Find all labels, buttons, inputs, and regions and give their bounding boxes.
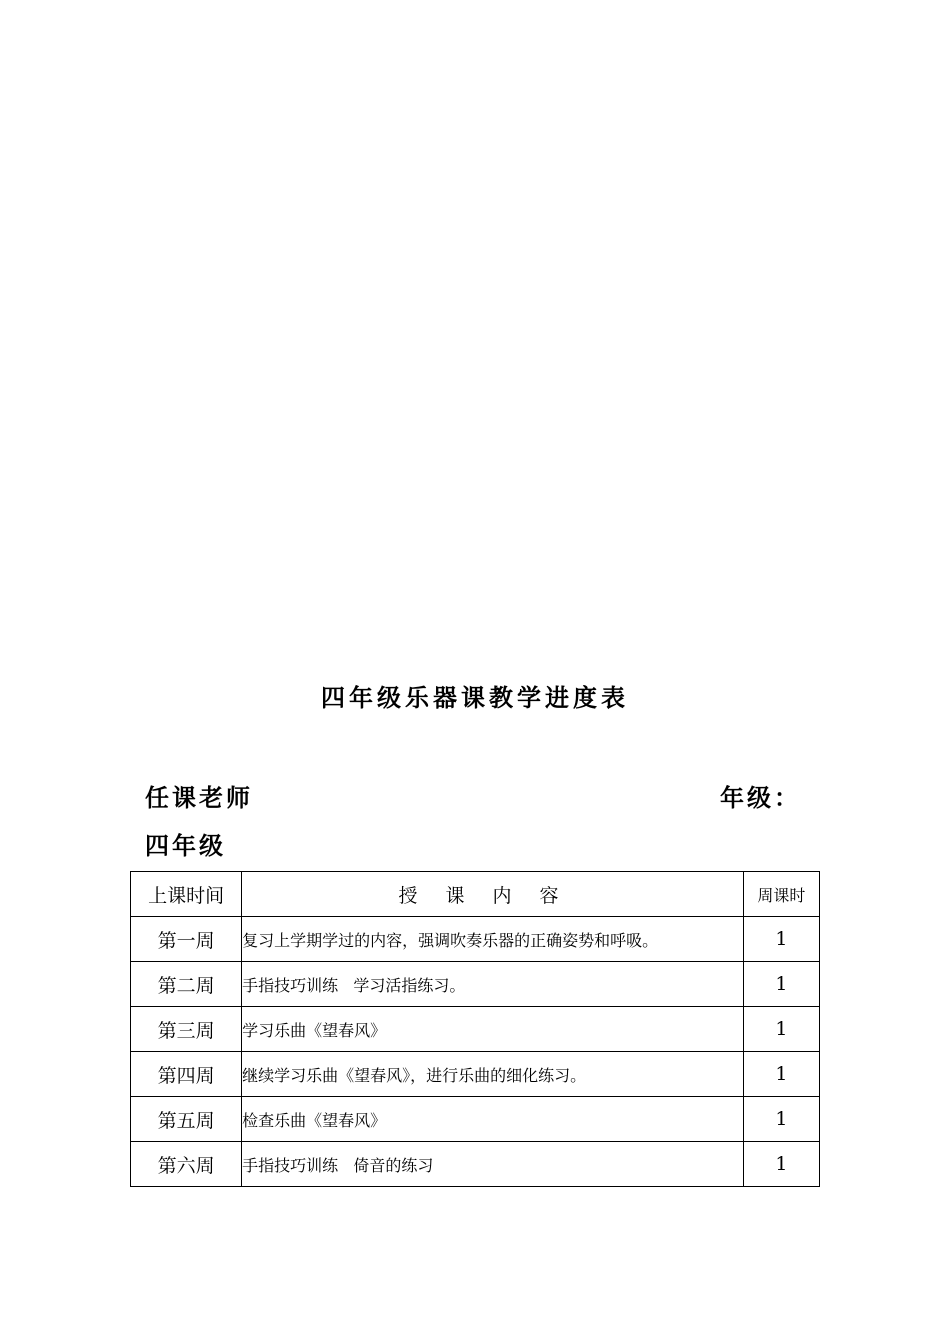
row-content: 复习上学期学过的内容，强调吹奏乐器的正确姿势和呼吸。 [242,917,744,962]
row-week: 第五周 [131,1097,242,1142]
table-row [131,1142,820,1187]
header-content: 授课内容 [242,872,744,917]
row-week: 第四周 [131,1052,242,1097]
grade-label: 年级： [720,784,801,812]
grade-value: 四年级 [145,832,226,860]
row-content: 手指技巧训练 倚音的练习 [242,1142,744,1187]
table-row [131,1097,820,1142]
row-week: 第六周 [131,1142,242,1187]
row-hours: 1 [743,1142,819,1187]
table-row [131,917,820,962]
row-week: 第三周 [131,1007,242,1052]
schedule-table [130,871,820,1187]
row-hours: 1 [743,1097,819,1142]
teacher-label: 任课老师 [145,784,253,812]
row-week: 第二周 [131,962,242,1007]
row-hours: 1 [743,917,819,962]
row-week: 第一周 [131,917,242,962]
row-hours: 1 [743,962,819,1007]
header-week: 上课时间 [131,872,242,917]
row-hours: 1 [743,1007,819,1052]
row-hours: 1 [743,1052,819,1097]
header-hours: 周课时 [743,872,819,917]
table-row [131,1052,820,1097]
table-header-row [131,872,820,917]
row-content: 手指技巧训练 学习活指练习。 [242,962,744,1007]
row-content: 继续学习乐曲《望春风》，进行乐曲的细化练习。 [242,1052,744,1097]
document-title: 四年级乐器课教学进度表 [321,684,629,712]
row-content: 学习乐曲《望春风》 [242,1007,744,1052]
row-content: 检查乐曲《望春风》 [242,1097,744,1142]
table-row [131,1007,820,1052]
table-row [131,962,820,1007]
